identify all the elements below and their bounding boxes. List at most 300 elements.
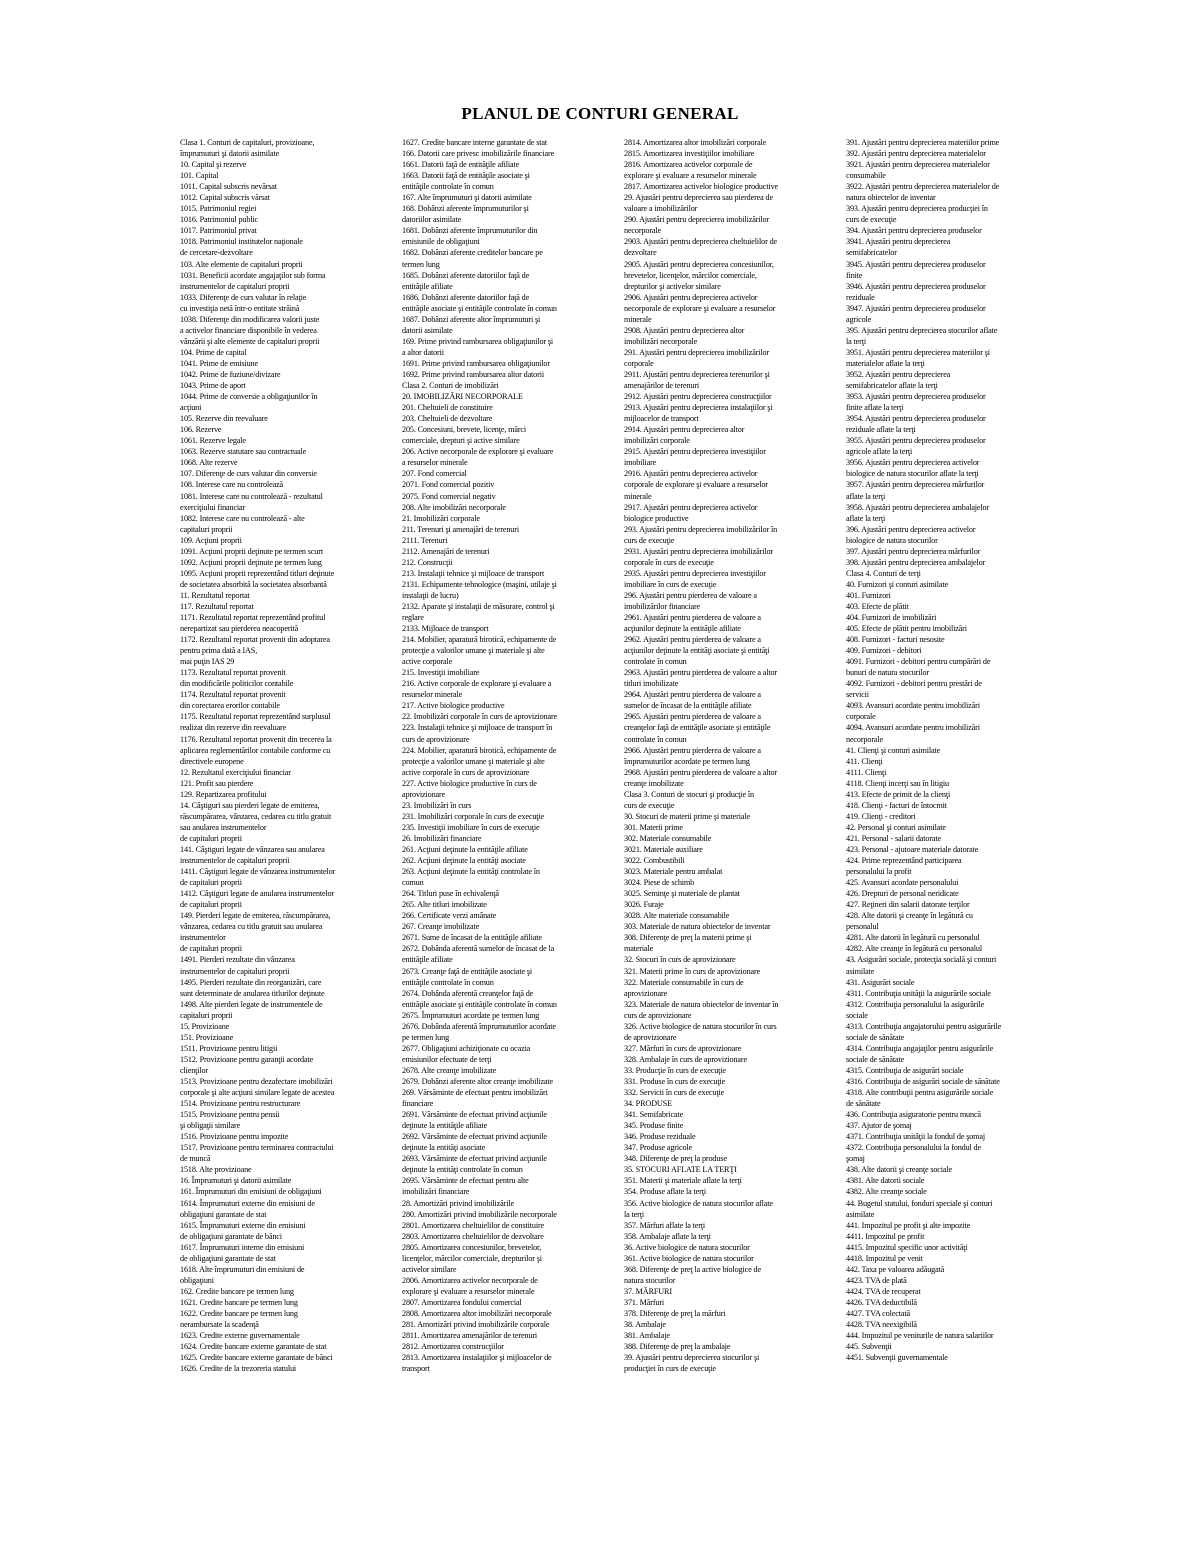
account-line: 121. Profit sau pierdere (180, 778, 254, 788)
account-line: emisiunile de obligaţiuni (402, 237, 480, 247)
account-line: 105. Rezerve din reevaluare (180, 414, 268, 424)
account-line: 358. Ambalaje aflate la terţi (624, 1231, 711, 1241)
account-line: 413. Efecte de primit de la clienţi (846, 789, 951, 799)
account-line: de capitaluri proprii (180, 944, 242, 954)
account-line: cu investiţia netă într-o entitate străină (180, 303, 300, 313)
account-line: 2808. Amortizarea altor imobilizări necorporale (402, 1308, 552, 1318)
account-line: 323. Materiale de natura obiectelor de inventar în (624, 999, 779, 1009)
account-line: 351. Materii şi materiale aflate la terţi (624, 1176, 742, 1186)
account-line: 1043. Prime de aport (180, 381, 246, 391)
account-line: 332. Servicii în curs de execuţie (624, 1088, 725, 1098)
account-line: din modificările politicilor contabile (180, 679, 294, 689)
account-line: 3022. Combustibili (624, 856, 685, 866)
account-line: 1518. Alte provizioane (180, 1165, 252, 1175)
account-line: 211. Terenuri şi amenajări de terenuri (402, 524, 519, 534)
account-line: 4371. Contribuţia unităţii la fondul de şomaj (846, 1132, 986, 1142)
account-line: 4423. TVA de plată (846, 1275, 907, 1285)
account-line: a resurselor minerale (402, 458, 468, 468)
account-line: 345. Produse finite (624, 1121, 684, 1131)
account-line: 1082. Interese care nu controlează - alte (180, 513, 305, 523)
account-line: 168. Dobânzi aferente împrumuturilor şi (402, 204, 529, 214)
account-line: 3956. Ajustări pentru deprecierea activelor (846, 458, 980, 468)
account-line: 411. Clienţi (846, 756, 883, 766)
account-line: 2671. Sume de încasat de la entităţile afiliate (402, 933, 542, 943)
account-line: 1044. Prime de conversie a obligaţiunilor în (180, 392, 318, 402)
account-line: 1175. Rezultatul reportat reprezentând surplusul (180, 712, 331, 722)
account-line: Clasa 3. Conturi de stocuri şi producţie în (624, 789, 754, 799)
account-line: 302. Materiale consumabile (624, 833, 712, 843)
account-line: 2961. Ajustări pentru pierderea de valoare a (624, 613, 761, 623)
account-line: valoare a imobilizărilor (624, 204, 698, 214)
account-line: 2692. Vărsăminte de efectuat privind acţiunile (402, 1132, 547, 1142)
account-line: 296. Ajustări pentru pierderea de valoare a (624, 590, 757, 600)
account-line: şi obligaţii similare (180, 1121, 241, 1131)
account-line: 1687. Dobânzi aferente altor împrumuturi şi (402, 314, 541, 324)
account-line: 2905. Ajustări pentru deprecierea concesiunilor, (624, 259, 774, 269)
account-line: 3028. Alte materiale consumabile (624, 911, 730, 921)
account-line: natura obiectelor de inventar (846, 193, 936, 203)
account-line: 2964. Ajustări pentru pierderea de valoare a (624, 690, 761, 700)
account-line: reziduale aflate la terţi (846, 425, 916, 435)
account-line: 212. Construcţii (402, 557, 453, 567)
account-line: 37. MĂRFURI (624, 1286, 672, 1296)
account-line: 264. Titluri puse în echivalenţă (402, 889, 499, 899)
account-line: 33. Producţie în curs de execuţie (624, 1065, 726, 1075)
account-line: brevetelor, licenţelor, mărcilor comerciale, (624, 270, 757, 280)
account-line: realizat din rezerve din reevaluare (180, 723, 287, 733)
account-line: 4381. Alte datorii sociale (846, 1176, 925, 1186)
account-line: 38. Ambalaje (624, 1320, 666, 1330)
account-line: 1517. Provizioane pentru terminarea contractului (180, 1143, 334, 1153)
account-line: 261. Acţiuni deţinute la entităţile afiliate (402, 845, 528, 854)
column-3 (624, 137, 838, 1427)
account-line: 2679. Dobânzi aferente altor creanţe imobilizate (402, 1076, 554, 1086)
account-line: 1068. Alte rezerve (180, 458, 238, 468)
account-line: 267. Creanţe imobilizate (402, 922, 480, 932)
account-line: Clasa 1. Conturi de capitaluri, provizioane, (180, 138, 315, 147)
account-line: active corporale (402, 657, 453, 667)
account-line: 395. Ajustări pentru deprecierea stocurilor aflate (846, 325, 998, 335)
account-line: amenajărilor de terenuri (624, 381, 700, 391)
account-line: 223. Instalaţii tehnice şi mijloace de transport în (402, 723, 553, 733)
account-line: directivele europene (180, 756, 244, 766)
account-line: 394. Ajustări pentru deprecierea produselor (846, 226, 982, 236)
account-line: 169. Prime privind rambursarea obligaţiunilor şi (402, 336, 554, 346)
account-line: 106. Rezerve (180, 425, 222, 435)
account-line: 1412. Câştiguri legate de anularea instrumentelor (180, 889, 335, 899)
account-line: 1621. Credite bancare pe termen lung (180, 1297, 298, 1307)
account-line: 3025. Seminţe şi materiale de plantat (624, 889, 740, 899)
account-line: entităţile afiliate (402, 955, 453, 965)
account-line: 398. Ajustări pentru deprecierea ambalajelor (846, 557, 986, 567)
account-line: 29. Ajustări pentru deprecierea sau pierderea de (624, 193, 773, 203)
account-line: 2675. Împrumuturi acordate pe termen lung (402, 1010, 540, 1020)
account-line: exerciţiului financiar (180, 502, 246, 512)
account-line: 203. Cheltuieli de dezvoltare (402, 414, 493, 424)
account-line: 1081. Interese care nu controlează - rezultatul (180, 491, 323, 501)
account-line: 4451. Subvenţii guvernamentale (846, 1353, 948, 1363)
account-line: 331. Produse în curs de execuţie (624, 1076, 726, 1086)
account-line: din corectarea erorilor contabile (180, 701, 280, 711)
account-line: 403. Efecte de plătit (846, 601, 909, 611)
account-line: 4314. Contribuţia angajaţilor pentru asigurările (846, 1043, 994, 1053)
account-line: 1495. Pierderi rezultate din reorganizări, care (180, 977, 322, 987)
account-line: 378. Diferenţe de preţ la mărfuri (624, 1308, 726, 1318)
account-line: comun (402, 878, 424, 888)
account-line: 444. Impozitul pe veniturile de natura salariilor (846, 1331, 994, 1341)
account-line: emisiunilor efectuate de terţi (402, 1054, 492, 1064)
account-line: 405. Efecte de plătit pentru imobilizări (846, 624, 967, 634)
account-line: 4427. TVA colectată (846, 1308, 910, 1318)
account-line: 326. Active biologice de natura stocurilor în curs (624, 1021, 777, 1031)
account-line: 206. Active necorporale de explorare şi evaluare (402, 447, 554, 457)
account-line: 34. PRODUSE (624, 1099, 672, 1109)
account-line: de muncă (180, 1154, 211, 1164)
account-line: 42. Personal şi conturi asimilate (846, 822, 946, 832)
account-line: obligaţiuni (180, 1275, 214, 1285)
account-line: 354. Produse aflate la terţi (624, 1187, 706, 1197)
account-line: 427. Reţineri din salarii datorate terţilor (846, 900, 970, 910)
account-line: 2817. Amortizarea activelor biologice productive (624, 182, 778, 192)
account-line: 167. Alte împrumuturi şi datorii asimilate (402, 193, 532, 203)
account-line: agricole (846, 314, 872, 324)
account-line: la terţi (624, 1209, 644, 1219)
account-line: 4424. TVA de recuperat (846, 1286, 921, 1296)
account-line: 2962. Ajustări pentru pierderea de valoare a (624, 635, 761, 645)
account-line: 322. Materiale consumabile în curs de (624, 977, 744, 987)
account-line: 2695. Vărsăminte de efectuat pentru alte (402, 1176, 529, 1186)
account-line: 356. Active biologice de natura stocurilor aflate (624, 1198, 773, 1208)
account-line: controlate în comun (624, 734, 687, 744)
account-line: 421. Personal - salarii datorate (846, 833, 942, 843)
account-line: 2911. Ajustări pentru deprecierea terenurilor şi (624, 369, 770, 379)
account-line: entităţile asociate şi entităţile controlate în comun (402, 303, 557, 313)
account-line: pe termen lung (402, 1032, 450, 1042)
account-line: 1411. Câştiguri legate de vânzarea instrumentelor (180, 867, 336, 877)
account-line: de cercetare-dezvoltare (180, 248, 253, 258)
account-line: curs de execuţie (624, 800, 675, 810)
account-line: 3957. Ajustări pentru deprecierea mărfurilor (846, 480, 985, 490)
account-line: de sănătate (846, 1099, 881, 1109)
account-line: 4282. Alte creanţe în legătură cu personalul (846, 944, 982, 954)
account-line: 104. Prime de capital (180, 347, 247, 357)
account-line: 308. Diferenţe de preţ la materii prime şi (624, 933, 752, 943)
account-line: 290. Ajustări pentru deprecierea imobilizărilor (624, 215, 770, 225)
account-line: 1624. Credite bancare externe garantate de stat (180, 1342, 327, 1352)
account-line: 3026. Furaje (624, 900, 664, 910)
account-line: 1015. Patrimoniul regiei (180, 204, 257, 214)
account-line: biologice de natura stocurilor (846, 535, 938, 545)
account-line: instrumentelor de capitaluri proprii (180, 856, 290, 866)
account-line: 2805. Amortizarea concesiunilor, brevetelor, (402, 1242, 542, 1252)
account-line: 2801. Amortizarea cheltuielilor de constituire (402, 1220, 545, 1230)
account-line: 2814. Amortizarea altor imobilizări corporale (624, 138, 767, 147)
account-line: 2968. Ajustări pentru pierderea de valoare a altor (624, 767, 777, 777)
account-line: corporale în curs de execuţie (624, 557, 714, 567)
account-line: 2677. Obligaţiuni achiziţionate cu ocazia (402, 1043, 531, 1053)
account-line: 357. Mărfuri aflate la terţi (624, 1220, 706, 1230)
account-line: 1686. Dobânzi aferente datoriilor faţă de (402, 292, 530, 302)
account-line: corporale (624, 358, 654, 368)
account-line: necorporale (846, 734, 883, 744)
account-line: 4093. Avansuri acordate pentru imobilizări (846, 701, 980, 711)
account-line: aprovizionare (402, 789, 446, 799)
account-line: protecţie a valorilor umane şi materiale şi alte (402, 756, 545, 766)
account-line: 3954. Ajustări pentru deprecierea produselor (846, 414, 986, 424)
account-line: 431. Asigurări sociale (846, 977, 915, 987)
account-line: 32. Stocuri în curs de aprovizionare (624, 955, 736, 965)
account-line: sociale de sănătate (846, 1032, 905, 1042)
account-line: 436. Contribuţia asiguratorie pentru muncă (846, 1110, 981, 1120)
account-line: datorii asimilate (402, 325, 453, 335)
account-line: 12. Rezultatul exerciţiului financiar (180, 767, 291, 777)
account-line: 341. Semifabricate (624, 1110, 684, 1120)
account-line: termen lung (402, 259, 440, 269)
account-line: 2676. Dobânda aferentă împrumuturilor acordate (402, 1021, 556, 1031)
account-line: entităţile asociate şi entităţile controlate în comun (402, 999, 557, 1009)
account-line: 303. Materiale de natura obiectelor de inventar (624, 922, 771, 932)
account-line: 235. Investiţii imobiliare în curs de execuţie (402, 822, 540, 832)
account-line: 4411. Impozitul pe profit (846, 1231, 925, 1241)
account-line: 1012. Capital subscris vărsat (180, 193, 270, 203)
account-line: 346. Produse reziduale (624, 1132, 696, 1142)
account-line: de aprovizionare (624, 1032, 677, 1042)
account-line: imobilizări necorporale (624, 336, 698, 346)
account-line: curs de execuţie (624, 535, 675, 545)
account-line: 1061. Rezerve legale (180, 436, 246, 446)
account-line: acţiunilor deţinute la entităţi asociate şi entităţi (624, 646, 770, 656)
account-line: 1174. Rezultatul reportat provenit (180, 690, 286, 700)
account-line: 1515. Provizioane pentru pensii (180, 1110, 280, 1120)
account-line: 2935. Ajustări pentru deprecierea investiţiilor (624, 568, 766, 578)
account-line: pentru prima dată a IAS, (180, 646, 258, 656)
account-line: asimilate (846, 1209, 875, 1219)
account-line: producţiei în curs de execuţie (624, 1364, 716, 1374)
account-line: 1011. Capital subscris nevărsat (180, 182, 277, 192)
account-line: 1038. Diferenţe din modificarea valorii juste (180, 314, 320, 324)
account-line: 1172. Rezultatul reportat provenit din adoptarea (180, 635, 330, 645)
account-line: 441. Impozitul pe profit şi alte impozite (846, 1220, 971, 1230)
account-line: 214. Mobilier, aparatură birotică, echipamente de (402, 635, 557, 645)
account-line: 208. Alte imobilizări necorporale (402, 502, 506, 512)
account-line: 205. Concesiuni, brevete, licenţe, mărci (402, 425, 527, 435)
account-line: vânzării şi alte elemente de capitaluri proprii (180, 336, 320, 346)
account-line: de obligaţiuni garantate de stat (180, 1253, 276, 1263)
account-line: reglare (402, 613, 424, 623)
account-line: 397. Ajustări pentru deprecierea mărfurilor (846, 546, 981, 556)
account-line: 1516. Provizioane pentru impozite (180, 1132, 289, 1142)
account-line: 44. Bugetul statului, fonduri speciale şi conturi (846, 1198, 993, 1208)
account-line: 216. Active corporale de explorare şi evaluare a (402, 679, 552, 689)
account-line: 149. Pierderi legate de emiterea, răscumpărarea, (180, 911, 331, 921)
account-line: consumabile (846, 171, 886, 181)
account-line: 262. Acţiuni deţinute la entităţi asociate (402, 856, 526, 866)
account-line: 1622. Credite bancare pe termen lung (180, 1308, 298, 1318)
account-line: 321. Materii prime în curs de aprovizionare (624, 966, 761, 976)
account-line: materialelor aflate la terţi (846, 358, 925, 368)
account-line: 3952. Ajustări pentru deprecierea (846, 369, 951, 379)
account-line: clienţilor (180, 1065, 209, 1075)
account-line: 215. Investiţii imobiliare (402, 668, 480, 678)
account-line: 1095. Acţiuni proprii reprezentând titluri deţinute (180, 568, 335, 578)
account-line: reziduale (846, 292, 875, 302)
account-line: imobilizări financiare (402, 1187, 470, 1197)
account-line: 438. Alte datorii şi creanţe sociale (846, 1165, 953, 1175)
account-line: 2815. Amortizarea investiţiilor imobiliare (624, 149, 755, 159)
account-line: imobiliare în curs de execuţie (624, 579, 717, 589)
account-line: 265. Alte titluri imobilizate (402, 900, 487, 910)
account-line: natura stocurilor (624, 1275, 676, 1285)
account-line: 2811. Amortizarea amenajărilor de terenuri (402, 1331, 538, 1341)
account-line: 217. Active biologice productive (402, 701, 505, 711)
account-line: imobilizărilor financiare (624, 601, 701, 611)
account-line: 1512. Provizioane pentru garanţii acordate (180, 1054, 314, 1064)
account-line: 2806. Amortizarea activelor necorporale de (402, 1275, 538, 1285)
account-line: 2693. Vărsăminte de efectuat privind acţiunile (402, 1154, 547, 1164)
account-line: financiare (402, 1099, 434, 1109)
account-line: 1614. Împrumuturi externe din emisiuni de (180, 1198, 315, 1208)
account-line: 2903. Ajustări pentru deprecierea cheltuielilor de (624, 237, 778, 247)
account-line: 2803. Amortizarea cheltuielilor de dezvoltare (402, 1231, 544, 1241)
account-line: 1618. Alte împrumuturi din emisiuni de (180, 1264, 305, 1274)
account-line: 348. Diferenţe de preţ la produse (624, 1154, 727, 1164)
account-line: 2914. Ajustări pentru deprecierea altor (624, 425, 745, 435)
account-line: 15. Provizioane (180, 1021, 230, 1031)
account-line: resurselor minerale (402, 690, 463, 700)
account-line: 2906. Ajustări pentru deprecierea activelor (624, 292, 758, 302)
account-line: 2912. Ajustări pentru deprecierea construcţiilor (624, 392, 772, 402)
account-line: 392. Ajustări pentru deprecierea materialelor (846, 149, 986, 159)
account-line: corporale şi alte acţiuni similare legate de acestea (180, 1088, 335, 1098)
account-line: 1663. Datorii faţă de entităţile asociate şi (402, 171, 530, 181)
account-line: 3945. Ajustări pentru deprecierea produselor (846, 259, 986, 269)
account-line: 4428. TVA neexigibilă (846, 1320, 917, 1330)
account-line: 1514. Provizioane pentru restructurare (180, 1099, 301, 1109)
account-line: 4312. Contribuţia personalului la asigurările (846, 999, 985, 1009)
account-line: 2132. Aparate şi instalaţii de măsurare, control şi (402, 601, 555, 611)
account-line: 2915. Ajustări pentru deprecierea investiţiilor (624, 447, 766, 457)
account-line: 2813. Amortizarea instalaţiilor şi mijloacelor de (402, 1353, 552, 1363)
account-line: 14. Câştiguri sau pierderi legate de emiterea, (180, 800, 320, 810)
account-line: 1685. Dobânzi aferente datoriilor faţă de (402, 270, 530, 280)
account-line: semifabricatelor aflate la terţi (846, 381, 938, 391)
account-line: 1513. Provizioane pentru dezafectare imobilizări (180, 1076, 333, 1086)
account-line: 41. Clienţi şi conturi asimilate (846, 745, 941, 755)
account-line: instrumentelor de capitaluri proprii (180, 966, 290, 976)
account-line: 1031. Beneficii acordate angajaţilor sub forma (180, 270, 326, 280)
account-line: nerepartizat sau pierderea neacoperită (180, 624, 299, 634)
account-line: protecţie a valorilor umane şi materiale şi alte (402, 646, 545, 656)
account-line: 4091. Furnizori - debitori pentru cumpărări de (846, 657, 991, 667)
account-line: 293. Ajustări pentru deprecierea imobilizărilor în (624, 524, 778, 534)
account-line: vânzarea, cedarea cu titlu gratuit sau anularea (180, 922, 323, 932)
account-line: a altor datorii (402, 347, 444, 357)
account-line: 1692. Prime privind rambursarea altor datorii (402, 369, 544, 379)
account-line: 401. Furnizori (846, 590, 891, 600)
account-line: 10. Capital şi rezerve (180, 160, 247, 170)
account-line: 2674. Dobânda aferentă creanţelor faţă de (402, 988, 534, 998)
account-line: 3941. Ajustări pentru deprecierea (846, 237, 951, 247)
account-line: 2807. Amortizarea fondului comercial (402, 1297, 522, 1307)
account-line: 1171. Rezultatul reportat reprezentând profitul (180, 613, 326, 623)
account-line: 3921. Ajustări pentru deprecierea materialelor (846, 160, 990, 170)
account-line: 418. Clienţi - facturi de întocmit (846, 800, 947, 810)
account-line: imobiliare (624, 458, 657, 468)
account-line: 4382. Alte creanţe sociale (846, 1187, 927, 1197)
account-line: 368. Diferenţe de preţ la active biologice de (624, 1264, 761, 1274)
account-line: finite (846, 270, 863, 280)
account-line: 2963. Ajustări pentru pierderea de valoare a altor (624, 668, 777, 678)
account-line: 396. Ajustări pentru deprecierea activelor (846, 524, 976, 534)
account-line: răscumpărarea, vânzarea, cedarea cu titlu gratuit (180, 811, 332, 821)
account-line: 423. Personal - ajutoare materiale datorate (846, 845, 979, 854)
account-line: 445. Subvenţii (846, 1342, 892, 1352)
account-line: acţiunilor deţinute la entităţile afiliate (624, 624, 741, 634)
account-line: instrumentelor (180, 933, 226, 943)
account-line: 3947. Ajustări pentru deprecierea produselor (846, 303, 986, 313)
account-line: 4426. TVA deductibilă (846, 1297, 917, 1307)
account-line: 2816. Amortizarea activelor corporale de (624, 160, 753, 170)
account-line: agricole aflate la terţi (846, 447, 913, 457)
account-line: 2812. Amortizarea construcţiilor (402, 1342, 504, 1352)
account-line: 2917. Ajustări pentru deprecierea activelor (624, 502, 758, 512)
account-line: 129. Repartizarea profitului (180, 789, 267, 799)
account-line: aflate la terţi (846, 513, 886, 523)
account-line: 20. IMOBILIZĂRI NECORPORALE (402, 392, 523, 402)
account-line: necorporale (624, 226, 661, 236)
account-line: 2131. Echipamente tehnologice (maşini, utilaje şi (402, 579, 557, 589)
account-line: 425. Avansuri acordate personalului (846, 878, 959, 888)
account-line: 361. Active biologice de natura stocurilor (624, 1253, 754, 1263)
account-line: 231. Imobilizări corporale în curs de execuţie (402, 811, 545, 821)
account-line: 39. Ajustări pentru deprecierea stocurilor şi (624, 1353, 760, 1363)
account-line: 28. Amortizări privind imobilizările (402, 1198, 514, 1208)
account-line: aplicarea reglementărilor contabile conforme cu (180, 745, 331, 755)
account-line: 426. Drepturi de personal neridicate (846, 889, 959, 899)
account-line: Clasa 2. Conturi de imobilizări (402, 381, 499, 391)
account-line: mijloacelor de transport (624, 414, 699, 424)
account-line: nerambursate la scadenţă (180, 1320, 259, 1330)
account-line: personalul (846, 922, 879, 932)
account-line: minerale (624, 491, 652, 501)
account-line: 4313. Contribuţia angajatorului pentru asigurările (846, 1021, 1002, 1031)
account-line: 4094. Avansuri acordate pentru imobilizări (846, 723, 980, 733)
account-line: asimilate (846, 966, 875, 976)
account-line: capitaluri proprii (180, 524, 233, 534)
account-line: 328. Ambalaje în curs de aprovizionare (624, 1054, 747, 1064)
account-line: 1661. Datorii faţă de entităţile afiliate (402, 160, 520, 170)
account-line: materiale (624, 944, 654, 954)
account-line: 2673. Creanţe faţă de entităţile asociate şi (402, 966, 533, 976)
account-line: 207. Fond comercial (402, 469, 467, 479)
account-line: explorare şi evaluare a resurselor minerale (624, 171, 757, 181)
account-line: 166. Datorii care privesc imobilizările financiare (402, 149, 555, 159)
account-line: curs de aprovizionare (624, 1010, 692, 1020)
account-line: 2071. Fond comercial pozitiv (402, 480, 495, 490)
account-line: active corporale în curs de aprovizionare (402, 767, 530, 777)
account-line: împrumuturilor acordate pe termen lung (624, 756, 750, 766)
account-line: 1627. Credite bancare interne garantate de stat (402, 138, 548, 147)
account-line: 1625. Credite bancare externe garantate de bănci (180, 1353, 333, 1363)
account-line: 23. Imobilizări în curs (402, 800, 472, 810)
account-line: 404. Furnizori de imobilizări (846, 613, 937, 623)
account-line: curs de execuţie (846, 215, 897, 225)
account-line: 388. Diferenţe de preţ la ambalaje (624, 1342, 731, 1352)
account-line: 1018. Patrimoniul institutelor naţionale (180, 237, 303, 247)
account-line: 162. Credite bancare pe termen lung (180, 1286, 294, 1296)
account-line: 269. Vărsăminte de efectuat pentru imobilizări (402, 1088, 548, 1098)
account-line: 3946. Ajustări pentru deprecierea produselor (846, 281, 986, 291)
